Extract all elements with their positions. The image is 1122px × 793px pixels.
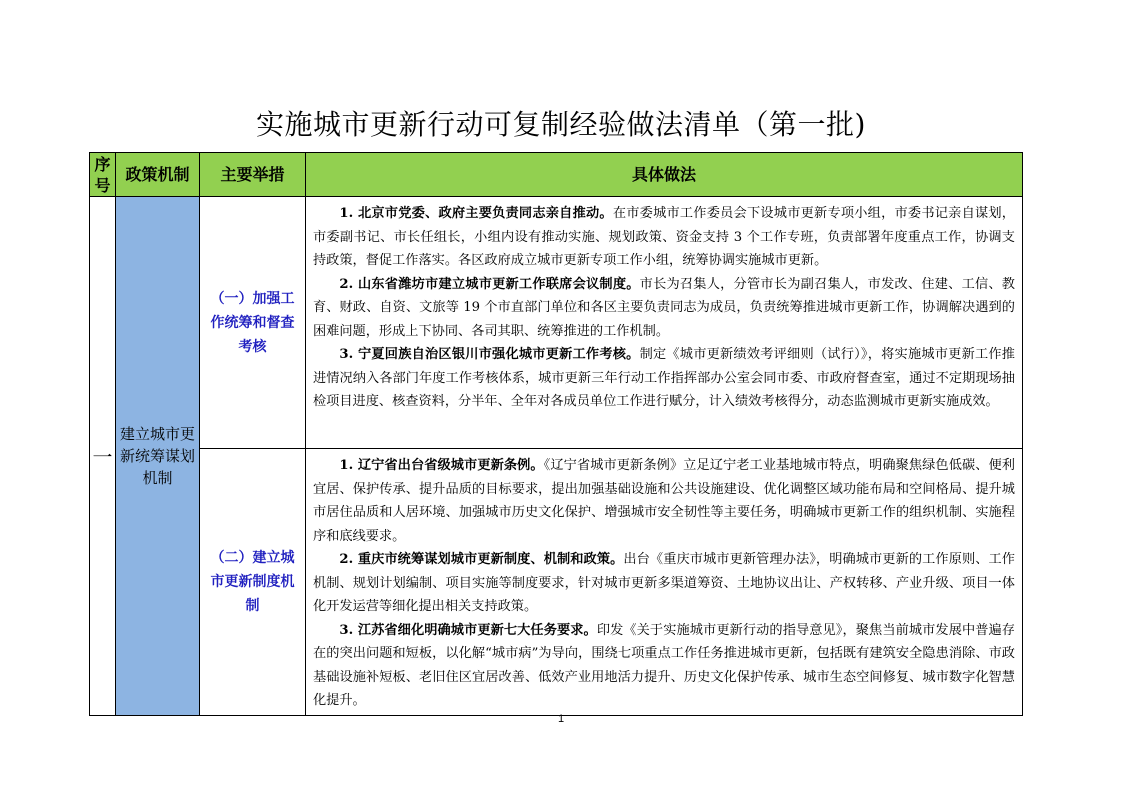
header-detail: 具体做法 bbox=[306, 153, 1023, 197]
detail-item-text: 在市委城市工作委员会下设城市更新专项小组，市委书记亲自谋划，市委副书记、市长任组长，小组内设有推动实施、规划政策、资金支持 3 个工作专班，负责部署年度重点工作，协调支持政策，督促工作落实。各区政府成立城市更新专项工作小组，统筹协调实施城市更新。 bbox=[313, 206, 1015, 268]
table-row bbox=[90, 197, 1023, 449]
detail-item-lead: 2. 重庆市统筹谋划城市更新制度、机制和政策。 bbox=[339, 552, 624, 567]
row-seq: 一 bbox=[90, 197, 116, 716]
detail-item-text: 《辽宁省城市更新条例》立足辽宁老工业基地城市特点，明确聚焦绿色低碳、便利宜居、保护传承、提升品质的目标要求，提出加强基础设施和公共设施建设、优化调整区域功能布局和空间格局、提升城市居住品质和人居环境、加强城市历史文化保护、增强城市安全韧性等主要任务，明确城市更新工作的组织机制、实施程序和底线要求。 bbox=[313, 458, 1015, 544]
measure-label: （一）加强工作统筹和督查考核 bbox=[200, 197, 306, 449]
detail-item bbox=[313, 548, 1015, 619]
table-header-row bbox=[90, 153, 1023, 197]
detail-item-lead: 3. 江苏省细化明确城市更新七大任务要求。 bbox=[339, 622, 597, 638]
detail-item-text: 制定《城市更新绩效考评细则（试行）》，将实施城市更新工作推进情况纳入各部门年度工作考核体系，城市更新三年行动工作指挥部办公室会同市委、市政府督查室，通过不定期现场抽检项目进度、核查资料，分半年、全年对各成员单位工作进行赋分，计入绩效考核得分，动态监测城市更新实施成效。 bbox=[313, 347, 1015, 409]
detail-item bbox=[313, 454, 1015, 548]
row-policy: 建立城市更新统筹谋划机制 bbox=[116, 197, 200, 716]
page-title: 实施城市更新行动可复制经验做法清单（第一批) bbox=[256, 108, 866, 141]
detail-item-lead: 1. 北京市党委、政府主要负责同志亲自推动。 bbox=[339, 206, 613, 221]
page-number: 1 bbox=[557, 713, 565, 725]
detail-item-text: 印发《关于实施城市更新行动的指导意见》，聚焦当前城市发展中普遍存在的突出问题和短板，以化解“城市病”为导向，围绕七项重点工作任务推进城市更新，包括既有建筑安全隐患消除、市政基础设施补短板、老旧住区宜居改善、低效产业用地活力提升、历史文化保护传承、城市生态空间修复、城市数字化智慧化提升。 bbox=[313, 622, 1015, 708]
detail-item-lead: 2. 山东省潍坊市建立城市更新工作联席会议制度。 bbox=[339, 276, 640, 292]
detail-item-text: 出台《重庆市城市更新管理办法》，明确城市更新的工作原则、工作机制、规划计划编制、项目实施等制度要求，针对城市更新多渠道筹资、土地协议出让、产权转移、产业升级、项目一体化开发运营等细化提出相关支持政策。 bbox=[313, 552, 1015, 614]
measure-detail bbox=[306, 197, 1023, 449]
policy-table bbox=[89, 152, 1023, 716]
detail-item-text: 市长为召集人，分管市长为副召集人，市发改、住建、工信、教育、财政、自资、文旅等 19 个市直部门单位和各区主要负责同志为成员，负责统筹推进城市更新工作，协调解决遇到的困难问题，形成上下协同、各司其职、统筹推进的工作机制。 bbox=[313, 276, 1015, 339]
detail-item-lead: 1. 辽宁省出台省级城市更新条例。 bbox=[339, 458, 544, 473]
header-measure: 主要举措 bbox=[200, 153, 306, 197]
detail-item bbox=[313, 273, 1015, 344]
detail-item-lead: 3. 宁夏回族自治区银川市强化城市更新工作考核。 bbox=[339, 347, 640, 362]
detail-item bbox=[313, 343, 1015, 414]
measure-label: （二）建立城市更新制度机制 bbox=[200, 449, 306, 716]
detail-item bbox=[313, 619, 1015, 713]
header-seq: 序号 bbox=[90, 153, 116, 197]
detail-item bbox=[313, 202, 1015, 273]
header-policy: 政策机制 bbox=[116, 153, 200, 197]
measure-detail bbox=[306, 449, 1023, 716]
table-row bbox=[90, 449, 1023, 716]
